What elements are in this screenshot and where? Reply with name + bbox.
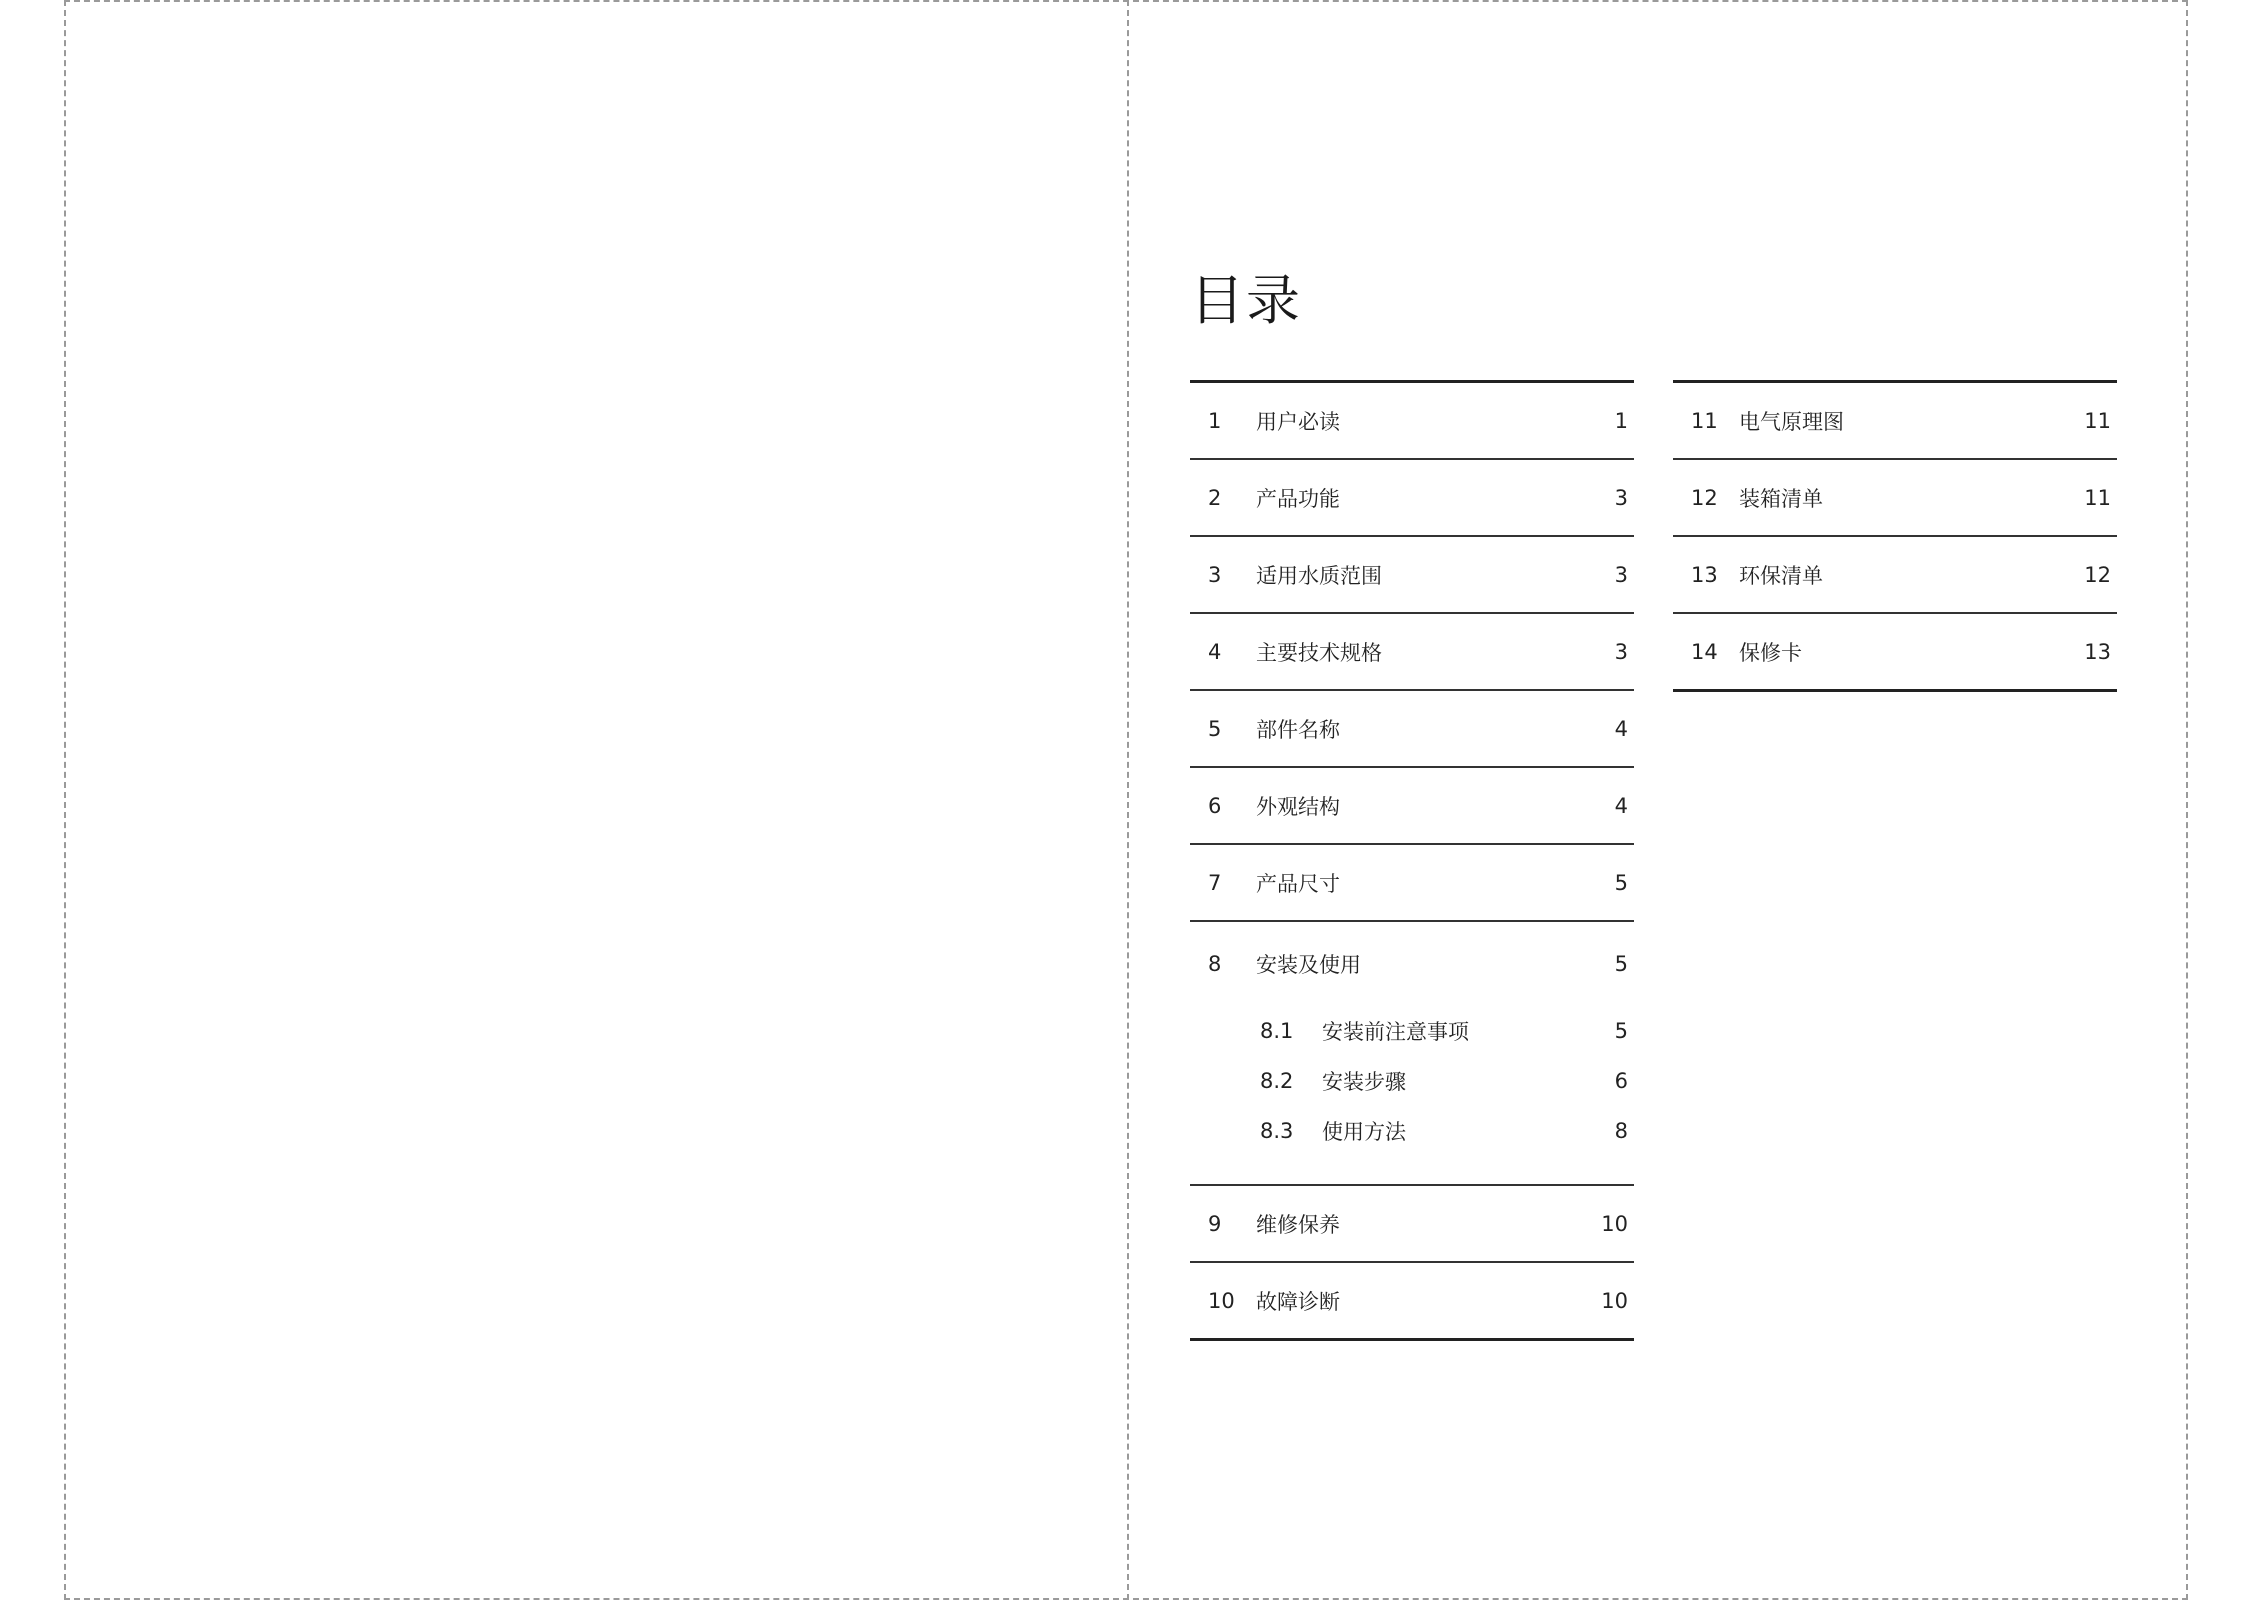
toc-entry-page: 5 bbox=[1614, 952, 1628, 976]
toc-entry-label: 安装及使用 bbox=[1256, 953, 1361, 977]
toc-entry-number: 9 bbox=[1208, 1211, 1222, 1236]
toc-entry-label: 保修卡 bbox=[1739, 640, 1802, 665]
toc-entry-page: 4 bbox=[1614, 793, 1628, 818]
toc-subentry[interactable] bbox=[1190, 1106, 1634, 1156]
toc-entry[interactable] bbox=[1190, 612, 1634, 689]
toc-entry-number: 1 bbox=[1208, 408, 1222, 433]
toc-entry[interactable] bbox=[1190, 766, 1634, 843]
toc-entry-page: 1 bbox=[1614, 408, 1628, 433]
toc-entry-number: 5 bbox=[1208, 716, 1222, 741]
toc-left-column bbox=[1190, 380, 1634, 1341]
page-border bbox=[64, 0, 2188, 1600]
toc-entry-page: 3 bbox=[1614, 562, 1628, 587]
toc-subentry-number: 8.2 bbox=[1260, 1069, 1294, 1093]
toc-entry-label: 故障诊断 bbox=[1256, 1289, 1340, 1314]
toc-subentry-label: 安装步骤 bbox=[1322, 1070, 1406, 1094]
toc-entry-number: 3 bbox=[1208, 562, 1222, 587]
toc-entry[interactable] bbox=[1673, 535, 2117, 612]
toc-entry-label: 装箱清单 bbox=[1739, 486, 1823, 511]
toc-subsection-list bbox=[1190, 1006, 1634, 1184]
toc-entry-number: 14 bbox=[1691, 639, 1718, 664]
toc-entry[interactable] bbox=[1190, 689, 1634, 766]
toc-entry-label: 产品功能 bbox=[1256, 486, 1340, 511]
toc-subentry-label: 使用方法 bbox=[1322, 1120, 1406, 1144]
toc-entry-number: 10 bbox=[1208, 1288, 1235, 1313]
toc-entry[interactable] bbox=[1190, 1261, 1634, 1341]
toc-entry-label: 外观结构 bbox=[1256, 794, 1340, 819]
toc-entry[interactable] bbox=[1190, 458, 1634, 535]
toc-entry-with-subsections bbox=[1190, 920, 1634, 1184]
toc-entry-page: 4 bbox=[1614, 716, 1628, 741]
toc-entry-page: 12 bbox=[2084, 562, 2111, 587]
toc-entry-page: 10 bbox=[1601, 1288, 1628, 1313]
toc-entry-page: 3 bbox=[1614, 485, 1628, 510]
toc-subentry-page: 5 bbox=[1614, 1019, 1628, 1043]
toc-entry-number: 7 bbox=[1208, 870, 1222, 895]
toc-entry[interactable] bbox=[1190, 922, 1634, 1006]
toc-entry-label: 产品尺寸 bbox=[1256, 871, 1340, 896]
toc-entry-number: 8 bbox=[1208, 952, 1222, 976]
toc-title: 目录 bbox=[1190, 269, 1302, 332]
toc-entry[interactable] bbox=[1190, 380, 1634, 458]
toc-entry-label: 维修保养 bbox=[1256, 1212, 1340, 1237]
toc-entry-page: 10 bbox=[1601, 1211, 1628, 1236]
toc-entry-number: 11 bbox=[1691, 408, 1718, 433]
toc-entry-page: 3 bbox=[1614, 639, 1628, 664]
toc-entry-label: 主要技术规格 bbox=[1256, 640, 1382, 665]
toc-entry-number: 12 bbox=[1691, 485, 1718, 510]
toc-entry-page: 11 bbox=[2084, 485, 2111, 510]
toc-entry-page: 13 bbox=[2084, 639, 2111, 664]
toc-right-column bbox=[1673, 380, 2117, 692]
toc-subentry[interactable] bbox=[1190, 1056, 1634, 1106]
toc-entry-page: 11 bbox=[2084, 408, 2111, 433]
toc-entry-number: 13 bbox=[1691, 562, 1718, 587]
toc-subentry[interactable] bbox=[1190, 1006, 1634, 1056]
toc-entry-label: 环保清单 bbox=[1739, 563, 1823, 588]
toc-subentry-page: 8 bbox=[1614, 1119, 1628, 1143]
toc-subentry-number: 8.3 bbox=[1260, 1119, 1294, 1143]
toc-entry[interactable] bbox=[1673, 458, 2117, 535]
toc-entry[interactable] bbox=[1673, 612, 2117, 692]
toc-subentry-page: 6 bbox=[1614, 1069, 1628, 1093]
toc-subentry-number: 8.1 bbox=[1260, 1019, 1294, 1043]
fold-line bbox=[1127, 0, 1129, 1600]
toc-entry[interactable] bbox=[1673, 380, 2117, 458]
toc-entry-label: 部件名称 bbox=[1256, 717, 1340, 742]
toc-entry-number: 2 bbox=[1208, 485, 1222, 510]
toc-entry[interactable] bbox=[1190, 1184, 1634, 1261]
toc-entry-label: 用户必读 bbox=[1256, 409, 1340, 434]
toc-entry-label: 电气原理图 bbox=[1739, 409, 1844, 434]
toc-entry[interactable] bbox=[1190, 535, 1634, 612]
toc-entry[interactable] bbox=[1190, 843, 1634, 920]
toc-entry-number: 4 bbox=[1208, 639, 1222, 664]
toc-entry-page: 5 bbox=[1614, 870, 1628, 895]
toc-entry-number: 6 bbox=[1208, 793, 1222, 818]
toc-subentry-label: 安装前注意事项 bbox=[1322, 1020, 1469, 1044]
toc-entry-label: 适用水质范围 bbox=[1256, 563, 1382, 588]
